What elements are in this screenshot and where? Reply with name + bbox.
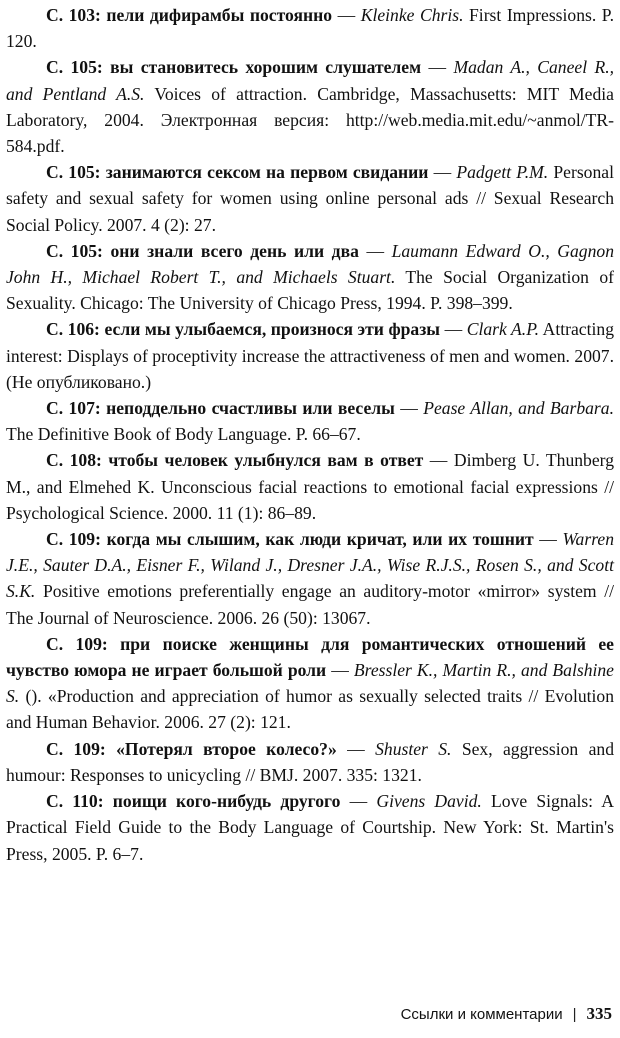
reference-authors: Pease Allan, and Barbara. (423, 398, 614, 419)
reference-dash: — (358, 240, 392, 261)
reference-entry (6, 526, 614, 631)
reference-authors: Warren J.E., Sauter D.A., Eisner F., Wiland J., Dresner J.A., Wise R.J.S., Rosen S., and Scott S.K. (6, 529, 614, 602)
reference-topic: пели дифирамбы постоянно (106, 5, 333, 25)
reference-authors: Bressler K., Martin R., and Balshine S. (6, 660, 614, 707)
reference-details: Positive emotions preferentially engage an auditory-motor «mirror» system // The Journal of Neuroscience. 2006. 26 (50): 13067. (6, 581, 614, 628)
reference-entry (6, 159, 614, 238)
reference-topic: неподдельно счастливы или веселы (106, 398, 395, 419)
reference-details: Personal safety and sexual safety for women using online personal ads // Sexual Research Social Policy. 2007. 4 (2): 27. (6, 162, 614, 235)
reference-topic: вы становитесь хорошим слушателем (110, 57, 422, 78)
reference-details: Love Signals: A Practical Field Guide to the Body Language of Courtship. New York: St. Martin's Press, 2005. P. 6–7. (6, 791, 614, 864)
reference-topic: «Потерял второе колесо?» (116, 738, 337, 759)
reference-authors: Kleinke Chris. (360, 5, 464, 25)
reference-details: Sex, aggression and humour: Responses to unicycling // BMJ. 2007. 335: 1321. (6, 738, 615, 785)
reference-page: С. 109: (46, 633, 108, 654)
reference-details: The Social Organization of Sexuality. Chicago: The University of Chicago Press, 1994. P. 398–399. (6, 267, 614, 314)
reference-entry (6, 54, 614, 159)
reference-entry (6, 788, 614, 867)
reference-dash: — (440, 319, 467, 340)
reference-dash: — (421, 57, 454, 78)
reference-details: (). «Production and appreciation of humor as sexually selected traits // Evolution and Human Behavior. 2006. 27 (2): 121. (6, 686, 614, 733)
reference-authors: Shuster S. (375, 738, 452, 759)
reference-details: First Impressions. P. 120. (6, 5, 614, 52)
reference-dash: — (533, 529, 563, 550)
reference-page: С. 110: (46, 791, 104, 812)
reference-page: С. 105: (46, 240, 103, 261)
reference-entry (6, 238, 614, 317)
reference-entry (6, 631, 614, 736)
reference-dash: — (332, 5, 361, 25)
reference-details: Dimberg U. Thunberg M., and Elmehed K. Unconscious facial reactions to emotional facial expressions // Psychological Science. 2000. 11 (1): 86–89. (6, 450, 614, 523)
reference-page: С. 108: (46, 450, 102, 471)
reference-page: С. 109: (46, 529, 101, 550)
footer-section-title: Ссылки и комментарии (400, 1006, 563, 1023)
reference-page: С. 103: (46, 5, 101, 25)
reference-topic: чтобы человек улыбнулся вам в ответ (108, 450, 424, 471)
reference-entry (6, 395, 614, 447)
page-number: 335 (586, 1004, 612, 1023)
reference-authors: Laumann Edward O., Gagnon John H., Michael Robert T., and Michaels Stuart. (6, 240, 614, 288)
reference-dash: — (394, 398, 424, 419)
reference-entry (6, 736, 614, 788)
reference-authors: Padgett P.M. (456, 162, 549, 183)
reference-topic: занимаются сексом на первом свидании (105, 162, 429, 183)
reference-dash: — (340, 791, 377, 812)
reference-page: С. 109: (46, 738, 106, 759)
reference-topic: поищи кого-нибудь другого (112, 791, 341, 812)
reference-entry (6, 316, 614, 395)
reference-dash: — (336, 738, 376, 759)
reference-list (6, 2, 614, 867)
reference-page: С. 105: (46, 162, 101, 183)
reference-details: The Definitive Book of Body Language. P. 66–67. (6, 424, 361, 445)
reference-authors: Givens David. (376, 791, 482, 812)
reference-authors: Madan A., Caneel R., and Pentland A.S. (6, 57, 615, 104)
page-footer (401, 1004, 612, 1024)
reference-entry (6, 447, 614, 526)
reference-details: Attracting interest: Displays of proceptivity increase the attractiveness of men and women. 2007. (Не опубликовано.) (6, 319, 614, 392)
reference-dash: — (428, 162, 457, 183)
reference-dash: — (326, 660, 354, 681)
reference-page: С. 105: (46, 57, 103, 78)
footer-separator: | (572, 1006, 577, 1023)
reference-entry (6, 2, 614, 54)
reference-dash: — (423, 450, 454, 471)
reference-authors: Clark A.P. (466, 319, 540, 340)
reference-topic: при поиске женщины для романтических отношений ее чувство юмора не играет большой роли (6, 633, 614, 681)
reference-topic: они знали всего день или два (110, 240, 359, 261)
reference-page: С. 106: (46, 319, 100, 340)
reference-topic: когда мы слышим, как люди кричат, или их тошнит (106, 529, 534, 550)
reference-topic: если мы улыбаемся, произнося эти фразы (104, 319, 441, 340)
reference-page: С. 107: (46, 398, 101, 419)
reference-details: Voices of attraction. Cambridge, Massachusetts: MIT Media Laboratory, 2004. Электронная версия: http://web.media.mit.edu/~anmol/TR-584.pdf. (6, 83, 614, 157)
